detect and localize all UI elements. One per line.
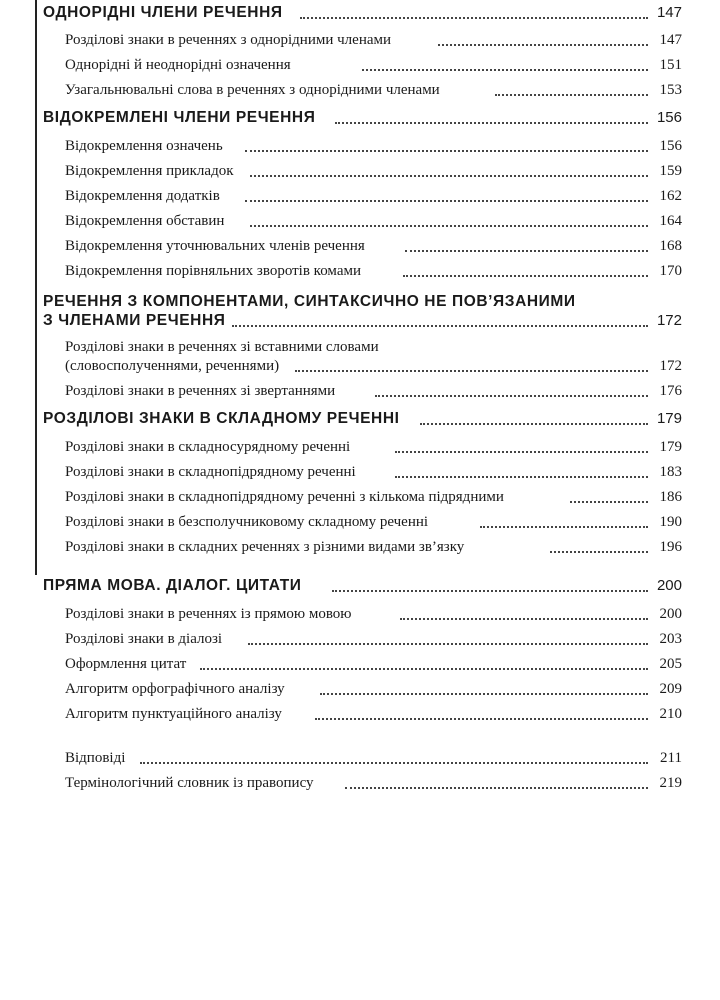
item-title: Розділові знаки в реченнях із прямою мовою — [65, 606, 356, 622]
leader-dots — [250, 173, 648, 177]
item-title: Узагальнювальні слова в реченнях з однорідними членами — [65, 82, 444, 98]
leader-dots — [495, 92, 648, 96]
item-title: Відокремлення уточнювальних членів речення — [65, 238, 369, 254]
leader-dots — [248, 641, 648, 645]
item-title: Алгоритм пунктуаційного аналізу — [65, 706, 286, 722]
item-title: Оформлення цитат — [65, 656, 190, 672]
page-number: 153 — [659, 82, 682, 98]
leader-dots — [405, 248, 648, 252]
item-title: Розділові знаки в складнопідрядному реченні — [65, 464, 360, 480]
leader-dots — [395, 474, 648, 478]
leader-dots — [438, 42, 648, 46]
item-title: Розділові знаки в складних реченнях з різними видами зв’язку — [65, 539, 468, 555]
item-title: Термінологічний словник із правопису — [65, 775, 318, 791]
page-number: 147 — [656, 4, 682, 21]
leader-dots — [362, 67, 648, 71]
left-margin-rule — [35, 0, 37, 575]
leader-dots — [140, 760, 648, 764]
page-number: 162 — [659, 188, 682, 204]
item-title: Відокремлення порівняльних зворотів комами — [65, 263, 365, 279]
page-number: 190 — [659, 514, 682, 530]
page-number: 179 — [659, 439, 682, 455]
heading-title: ПРЯМА МОВА. ДІАЛОГ. ЦИТАТИ — [43, 577, 306, 594]
leader-dots — [420, 421, 648, 425]
page-number: 200 — [656, 577, 682, 594]
page-number: 176 — [659, 383, 682, 399]
item-title: Алгоритм орфографічного аналізу — [65, 681, 289, 697]
page-number: 170 — [659, 263, 682, 279]
heading-title: РОЗДІЛОВІ ЗНАКИ В СКЛАДНОМУ РЕЧЕННІ — [43, 410, 404, 427]
page-number: 219 — [659, 775, 682, 791]
page-number: 200 — [659, 606, 682, 622]
leader-dots — [295, 368, 648, 372]
heading-title-line1: РЕЧЕННЯ З КОМПОНЕНТАМИ, СИНТАКСИЧНО НЕ ПОВ’ЯЗАНИМИ — [43, 293, 576, 310]
heading-title: ВІДОКРЕМЛЕНІ ЧЛЕНИ РЕЧЕННЯ — [43, 109, 319, 126]
leader-dots — [245, 198, 648, 202]
item-title-line1: Розділові знаки в реченнях зі вставними словами — [65, 339, 379, 355]
page-number: 172 — [656, 312, 682, 329]
leader-dots — [550, 549, 648, 553]
leader-dots — [320, 691, 648, 695]
page-number: 151 — [659, 57, 682, 73]
item-title: Розділові знаки в реченнях з однорідними членами — [65, 32, 395, 48]
item-title: Однорідні й неоднорідні означення — [65, 57, 295, 73]
item-title-line2: (словосполученнями, реченнями) — [65, 358, 283, 374]
leader-dots — [250, 223, 648, 227]
item-title: Розділові знаки в діалозі — [65, 631, 226, 647]
leader-dots — [200, 666, 648, 670]
item-title: Відокремлення обставин — [65, 213, 228, 229]
heading-title-line2: З ЧЛЕНАМИ РЕЧЕННЯ — [43, 312, 230, 329]
leader-dots — [332, 588, 648, 592]
leader-dots — [375, 393, 648, 397]
page-number: 159 — [659, 163, 682, 179]
item-title: Розділові знаки в безсполучниковому складному реченні — [65, 514, 432, 530]
leader-dots — [480, 524, 648, 528]
page-number: 156 — [656, 109, 682, 126]
item-title: Розділові знаки в складносурядному реченні — [65, 439, 354, 455]
page-number: 164 — [659, 213, 682, 229]
item-title: Відокремлення означень — [65, 138, 227, 154]
page-number: 147 — [659, 32, 682, 48]
item-title: Відповіді — [65, 750, 129, 766]
leader-dots — [400, 616, 648, 620]
page-number: 179 — [656, 410, 682, 427]
page-number: 186 — [659, 489, 682, 505]
leader-dots — [232, 323, 648, 327]
page-number: 183 — [659, 464, 682, 480]
page-number: 203 — [659, 631, 682, 647]
page-number: 209 — [659, 681, 682, 697]
page-number: 168 — [659, 238, 682, 254]
page-number: 172 — [659, 358, 682, 374]
leader-dots — [403, 273, 648, 277]
heading-title: ОДНОРІДНІ ЧЛЕНИ РЕЧЕННЯ — [43, 4, 287, 21]
item-title: Відокремлення додатків — [65, 188, 224, 204]
page-number: 156 — [659, 138, 682, 154]
page-number: 205 — [659, 656, 682, 672]
item-title: Розділові знаки в складнопідрядному реченні з кількома підрядними — [65, 489, 508, 505]
item-title: Відокремлення прикладок — [65, 163, 238, 179]
leader-dots — [245, 148, 648, 152]
leader-dots — [335, 120, 648, 124]
item-title: Розділові знаки в реченнях зі звертаннями — [65, 383, 339, 399]
leader-dots — [570, 499, 648, 503]
leader-dots — [345, 785, 648, 789]
leader-dots — [315, 716, 648, 720]
leader-dots — [395, 449, 648, 453]
page-number: 196 — [659, 539, 682, 555]
page-number: 211 — [660, 750, 682, 766]
page-number: 210 — [659, 706, 682, 722]
leader-dots — [300, 15, 648, 19]
